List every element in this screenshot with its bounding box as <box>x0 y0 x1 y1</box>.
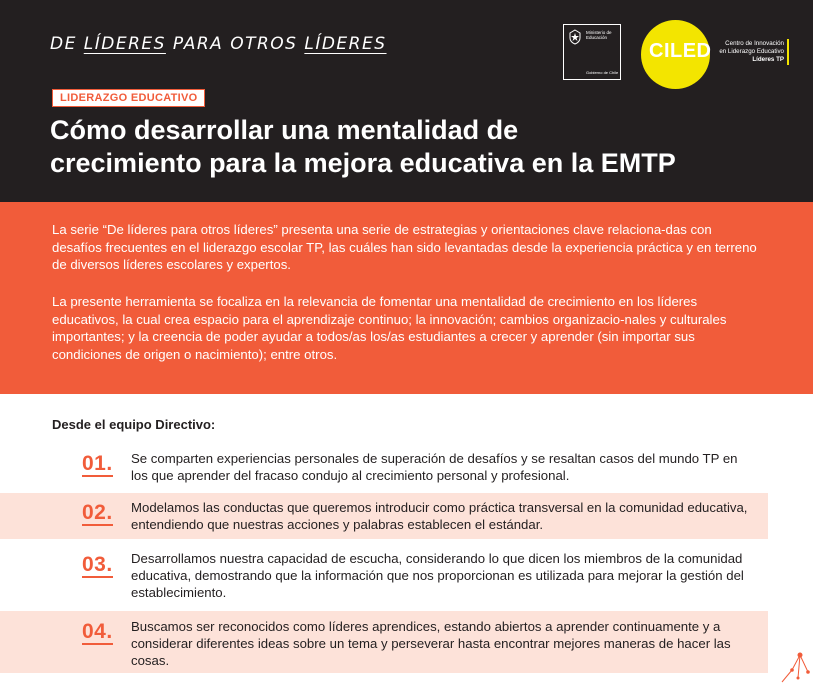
series-title-part: LÍDERES <box>83 34 166 54</box>
header <box>0 0 813 202</box>
gobierno-label: Gobierno de Chile <box>586 70 619 75</box>
title-part2: para la mejora educativa en la EMTP <box>201 148 676 178</box>
intro-paragraph-1: La serie “De líderes para otros líderes” presenta una serie de estrategias y orientaciones clave relaciona-das con desafíos frecuentes en el liderazgo escolar TP, las cuáles han sido levantadas desde la experiencia práctica y en terreno de diversos líderes escolares y expertos. <box>52 222 757 272</box>
ciled-line3: Líderes TP <box>752 56 784 63</box>
ciled-line2: en Liderazgo Educativo <box>719 48 784 55</box>
list-item-3 <box>0 544 768 606</box>
section-heading: Desde el equipo Directivo: <box>52 417 216 432</box>
item-number: 04. <box>82 620 113 643</box>
page-title <box>50 114 750 180</box>
ciled-line1: Centro de Innovación <box>725 40 784 47</box>
item-text: Buscamos ser reconocidos como líderes aprendices, estando abiertos a aprender continuamente y a considerar diferentes ideas sobre un tema y perseverar hasta encontrar mejores maneras de hacer las cosas. <box>131 619 731 668</box>
title-bold2: crecimiento <box>50 148 202 178</box>
ministry-line1: Ministerio de <box>586 30 612 35</box>
item-text: Desarrollamos nuestra capacidad de escucha, considerando lo que dicen los miembros de la comunidad educativa, demostrando que la información que nos proporcionan es utilizada para mejorar la gestión del establecimiento. <box>131 551 744 600</box>
item-text: Modelamos las conductas que queremos introducir como práctica transversal en la comunidad educativa, entendiendo que nuestras acciones y palabras establecen el estándar. <box>131 500 748 532</box>
title-part1: Cómo desarrollar una <box>50 115 337 145</box>
intro-paragraph-2: La presente herramienta se focaliza en la relevancia de fomentar una mentalidad de crecimiento en los líderes educativos, la cual crea espacio para el aprendizaje continuo; la innovación; cambios organizacio-nales y culturales importantes; y la creencia de poder ayudar a todos/as los/as estudiantes a crecer y aprender (sin importar sus condiciones de origen o nacimiento); entre otros. <box>52 294 727 362</box>
list-item-1 <box>0 446 768 491</box>
series-title <box>50 34 387 54</box>
series-title-part: PARA OTROS <box>165 34 305 54</box>
series-title-part: DE <box>50 34 84 54</box>
ciled-logo-text: CILED <box>649 40 712 62</box>
ministry-line2: Educación <box>586 35 608 40</box>
network-decoration-icon <box>780 648 813 685</box>
item-text: Se comparten experiencias personales de superación de desafíos y se resaltan casos del mundo TP en los que aprender del fracaso condujo al crecimiento personal y profesional. <box>131 451 738 483</box>
intro-section <box>0 202 813 394</box>
ciled-divider <box>787 39 789 65</box>
list-item-4 <box>0 611 768 673</box>
item-number: 02. <box>82 501 113 524</box>
item-number: 03. <box>82 553 113 576</box>
series-title-part: LÍDERES <box>304 34 387 54</box>
ministry-name <box>586 30 620 40</box>
ministry-logo <box>563 24 621 80</box>
category-badge: LIDERAZGO EDUCATIVO <box>52 89 205 107</box>
list-item-2 <box>0 493 768 539</box>
ciled-description <box>716 40 784 64</box>
item-number: 01. <box>82 452 113 475</box>
title-bold1: mentalidad de <box>336 115 519 145</box>
chile-crest-icon <box>568 29 582 45</box>
